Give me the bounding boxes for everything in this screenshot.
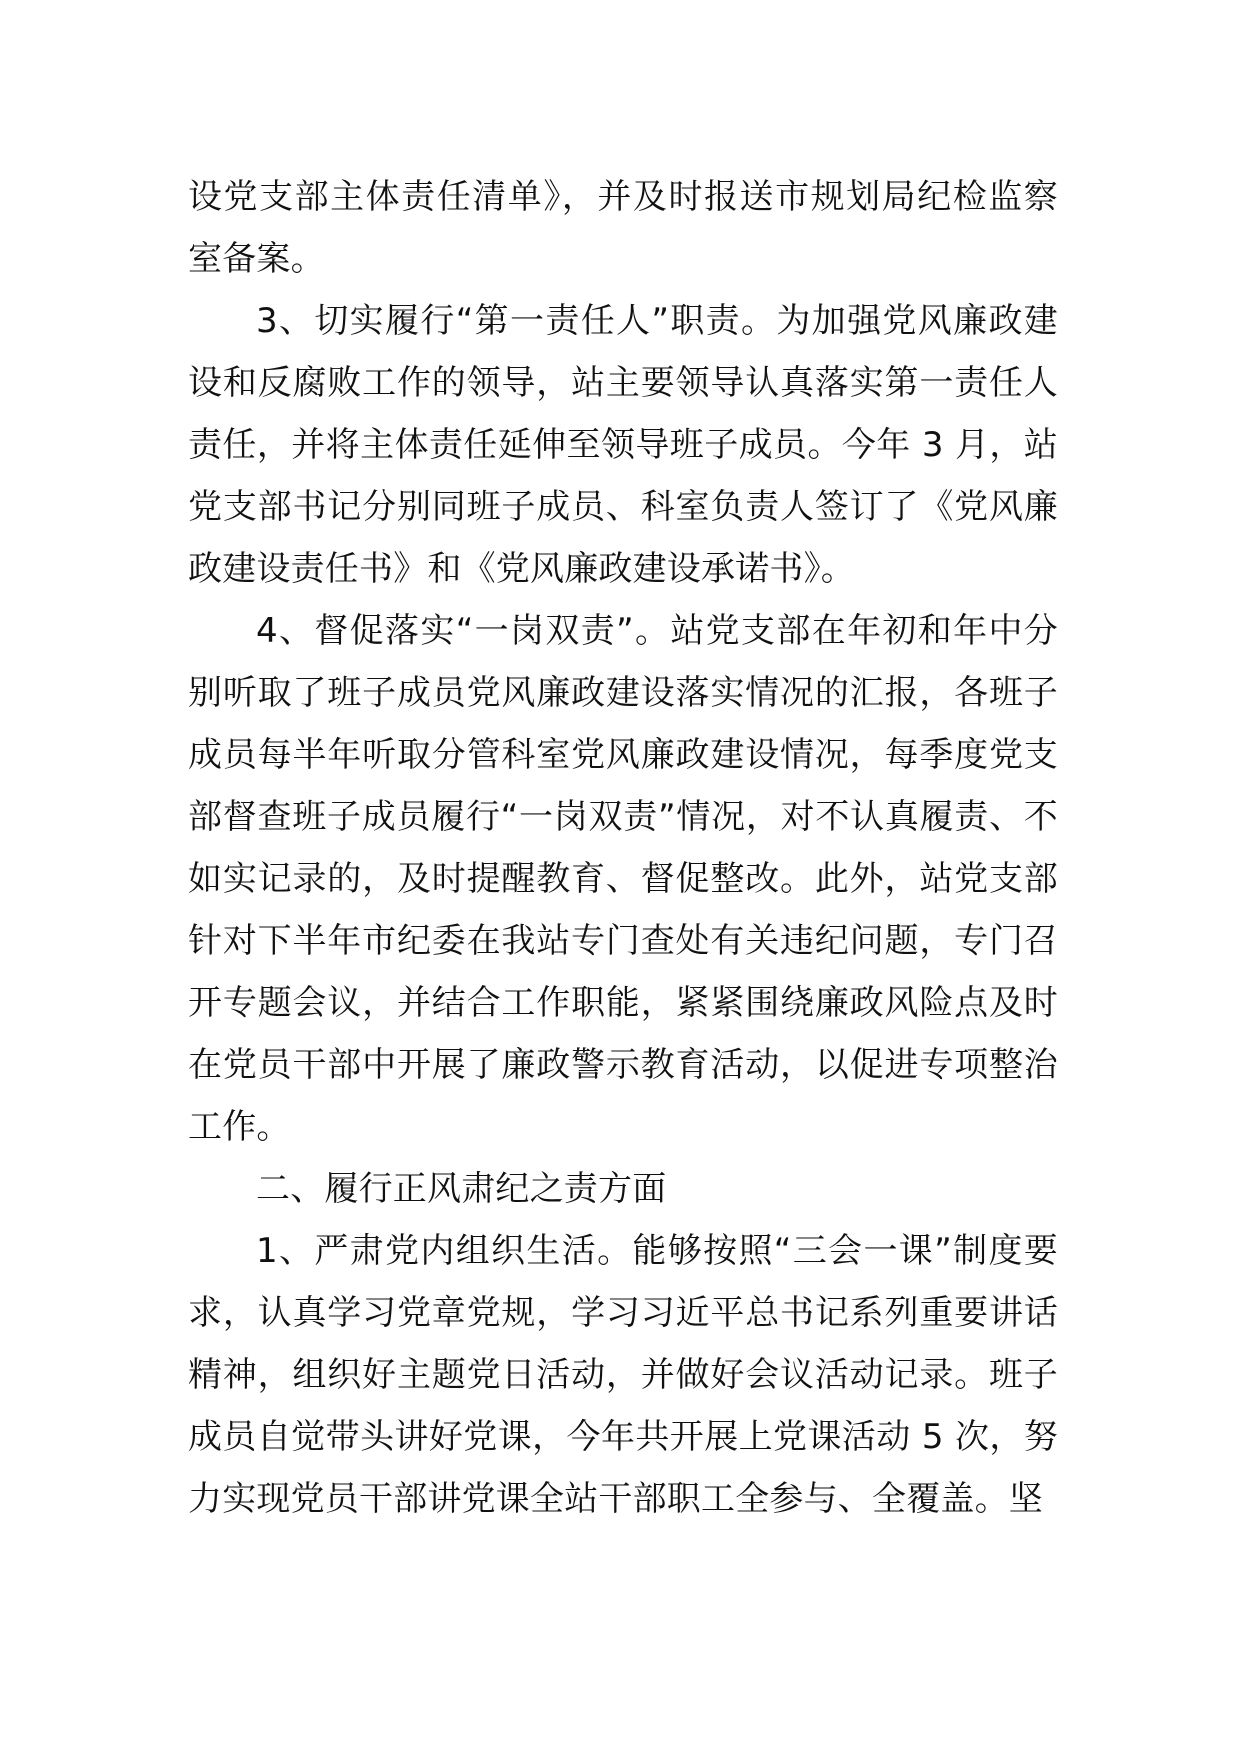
paragraph-party-organization-life: 1、严肃党内组织生活。能够按照“三会一课”制度要求，认真学习党章党规，学习习近平总书记系列重要讲话精神，组织好主题党日活动，并做好会议活动记录。班子成员自觉带头讲好党课，今年共开展上党课活动 5 次，努力实现党员干部讲党课全站干部职工全参与、全覆盖。坚 bbox=[188, 1231, 1058, 1519]
section-heading: 二、履行正风肃纪之责方面 bbox=[256, 1169, 667, 1209]
paragraph-continuation: 设党支部主体责任清单》，并及时报送市规划局纪检监察室备案。 bbox=[188, 177, 1058, 279]
document-body bbox=[188, 166, 1058, 1530]
paragraph-one-post-two-duties: 4、督促落实“一岗双责”。站党支部在年初和年中分别听取了班子成员党风廉政建设落实情况的汇报，各班子成员每半年听取分管科室党风廉政建设情况，每季度党支部督查班子成员履行“一岗双责”情况，对不认真履责、不如实记录的，及时提醒教育、督促整改。此外，站党支部针对下半年市纪委在我站专门查处有关违纪问题，专门召开专题会议，并结合工作职能，紧紧围绕廉政风险点及时在党员干部中开展了廉政警示教育活动，以促进专项整治工作。 bbox=[188, 611, 1058, 1147]
paragraph-first-responsible-person: 3、切实履行“第一责任人”职责。为加强党风廉政建设和反腐败工作的领导，站主要领导认真落实第一责任人责任，并将主体责任延伸至领导班子成员。今年 3 月，站党支部书记分别同班子成员、科室负责人签订了《党风廉政建设责任书》和《党风廉政建设承诺书》。 bbox=[188, 301, 1058, 589]
